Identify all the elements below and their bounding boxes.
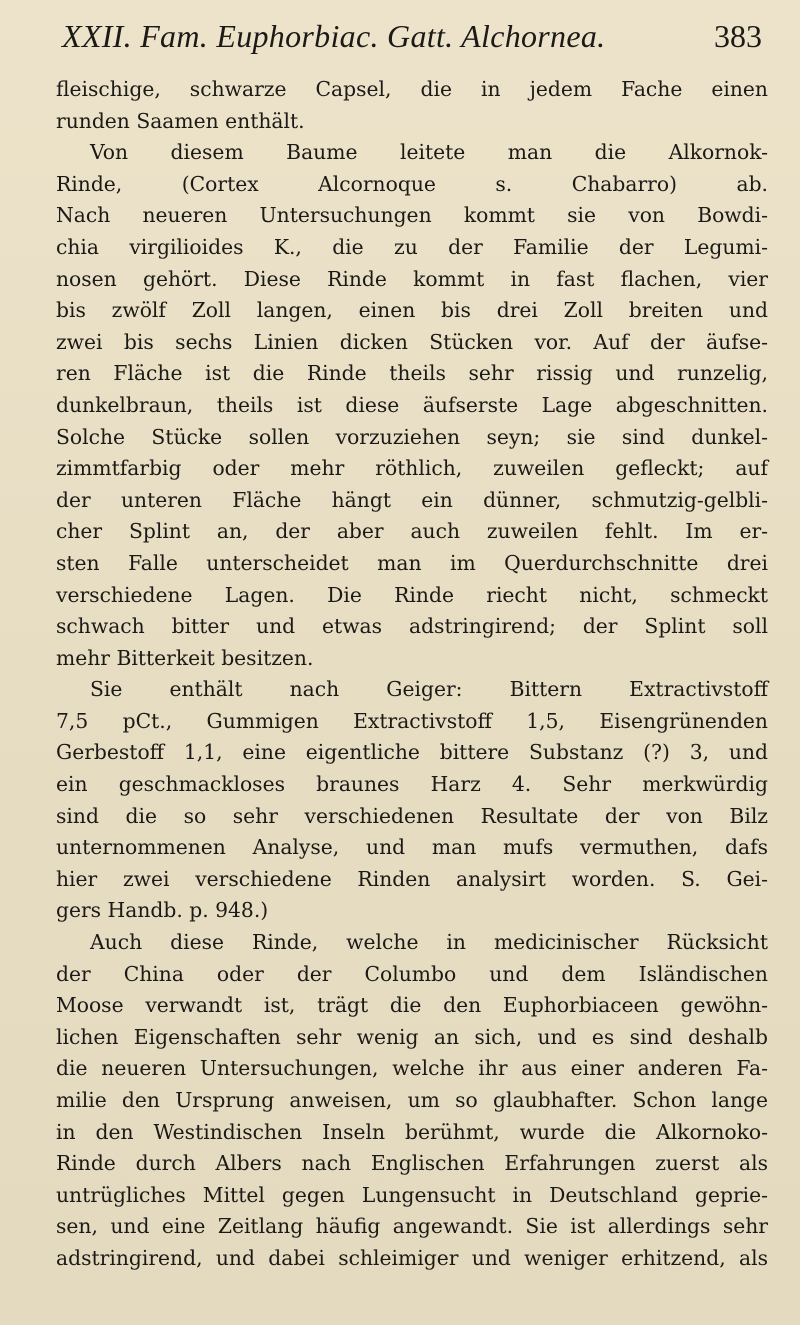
text-line: bis zwölf Zoll langen, einen bis drei Zoll breiten und (56, 298, 768, 323)
text-line: ren Fläche ist die Rinde theils sehr rissig und runzelig, (56, 361, 768, 386)
text-line: Rinde, (Cortex Alcornoque s. Chabarro) ab. (56, 171, 768, 196)
text-line: zwei bis sechs Linien dicken Stücken vor. Auf der äufse- (56, 329, 768, 354)
text-line: Solche Stücke sollen vorzuziehen seyn; sie sind dunkel- (56, 424, 768, 449)
text-line: milie den Ursprung anweisen, um so glaubhafter. Schon lange (56, 1088, 768, 1112)
text-line: mehr Bitterkeit besitzen. (56, 645, 314, 670)
text-line: sind die so sehr verschiedenen Resultate der von Bilz (56, 803, 768, 828)
text-line: gers Handb. p. 948.) (56, 898, 269, 923)
text-line: dunkelbraun, theils ist diese äufserste Lage abgeschnitten. (56, 392, 768, 417)
text-line: runden Saamen enthält. (56, 108, 305, 133)
text-line: hier zwei verschiedene Rinden analysirt worden. S. Gei- (56, 866, 768, 891)
text-line: zimmtfarbig oder mehr röthlich, zuweilen gefleckt; auf (56, 456, 768, 481)
text-line: verschiedene Lagen. Die Rinde riecht nicht, schmeckt (56, 582, 768, 607)
text-line: Nach neueren Untersuchungen kommt sie von Bowdi- (56, 203, 768, 228)
text-line: die neueren Untersuchungen, welche ihr aus einer anderen Fa- (56, 1056, 768, 1081)
text-line: der China oder der Columbo und dem Isländischen (56, 961, 768, 986)
text-line: der unteren Fläche hängt ein dünner, schmutzig-gelbli- (56, 487, 768, 512)
text-line: Von diesem Baume leitete man die Alkornok- (90, 140, 768, 165)
text-line: ein geschmackloses braunes Harz 4. Sehr merkwürdig (56, 772, 768, 797)
text-line: schwach bitter und etwas adstringirend; der Splint soll (56, 614, 768, 639)
text-line: cher Splint an, der aber auch zuweilen fehlt. Im er- (56, 519, 768, 544)
body-text (56, 74, 768, 1275)
text-line: lichen Eigenschaften sehr wenig an sich, und es sind deshalb (56, 1024, 768, 1049)
text-line: untrügliches Mittel gegen Lungensucht in Deutschland geprie- (56, 1182, 768, 1207)
text-line: Moose verwandt ist, trägt die den Euphorbiaceen gewöhn- (56, 993, 768, 1018)
text-line: chia virgilioides K., die zu der Familie der Legumi- (56, 234, 768, 259)
text-line: Rinde durch Albers nach Englischen Erfahrungen zuerst als (56, 1151, 768, 1176)
text-line: Auch diese Rinde, welche in medicinischer Rücksicht (90, 930, 768, 955)
text-line: unternommenen Analyse, und man mufs vermuthen, dafs (56, 835, 768, 860)
text-line: sten Falle unterscheidet man im Querdurchschnitte drei (56, 550, 768, 575)
running-head-title: XXII. Fam. Euphorbiac. Gatt. Alchornea. (62, 18, 606, 54)
text-line: fleischige, schwarze Capsel, die in jedem Fache einen (56, 77, 768, 101)
page-number: 383 (714, 18, 762, 54)
text-line: adstringirend, und dabei schleimiger und weniger erhitzend, als (56, 1245, 768, 1270)
text-line: Gerbestoff 1,1, eine eigentliche bittere Substanz (?) 3, und (56, 740, 768, 765)
text-line: Sie enthält nach Geiger: Bittern Extractivstoff (90, 677, 768, 702)
text-line: 7,5 pCt., Gummigen Extractivstoff 1,5, Eisengrünenden (56, 708, 768, 733)
text-line: sen, und eine Zeitlang häufig angewandt. Sie ist allerdings sehr (56, 1214, 768, 1239)
running-head (62, 18, 762, 70)
text-line: nosen gehört. Diese Rinde kommt in fast flachen, vier (56, 266, 768, 291)
text-line: in den Westindischen Inseln berühmt, wurde die Alkornoko- (56, 1119, 768, 1144)
